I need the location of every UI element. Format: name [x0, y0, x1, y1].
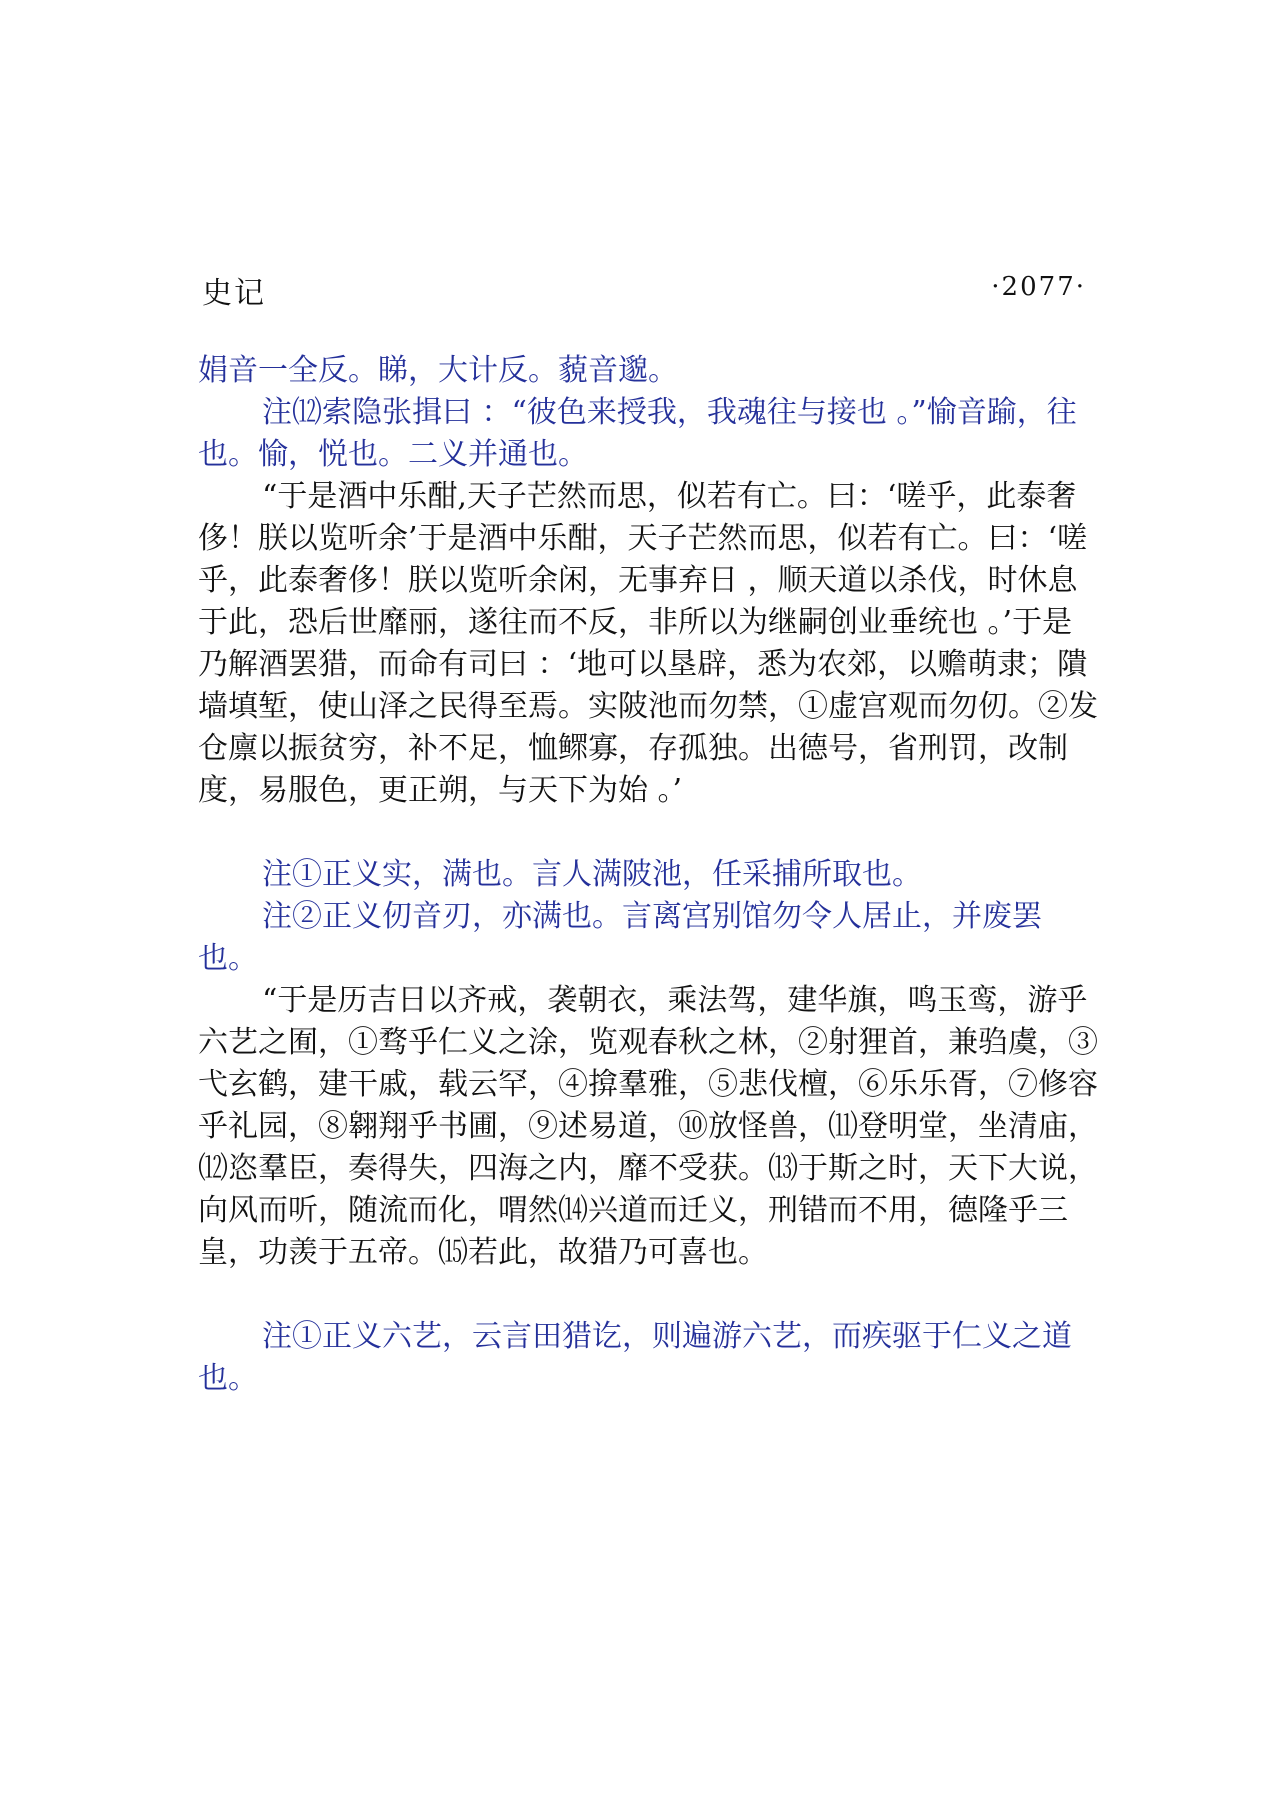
- annotation-paragraph: 注②正义仞音刃，亦满也。言离宫别馆勿令人居止，并废罢也。: [198, 899, 1042, 976]
- paragraph-gap: [198, 1274, 1098, 1316]
- annotation-paragraph: 注①正义实，满也。言人满陂池，任采捕所取也。: [262, 857, 922, 892]
- page-number: ·2077·: [991, 272, 1086, 302]
- annotation-paragraph: 娟音一全反。睇，大计反。藐音邈。: [198, 353, 678, 388]
- main-text-paragraph: “于是酒中乐酣,天子芒然而思，似若有亡。曰：‘嗟乎，此泰奢侈！朕以览听余’于是酒中乐酣，天子芒然而思，似若有亡。曰：‘嗟乎，此泰奢侈！朕以览听余闲，无事弃日 ，顺天道以杀伐，时休息于此，恐后世靡丽，遂往而不反，非所以为继嗣创业垂统也 。’于是乃解酒罢猎，而命有司曰 ：‘地可以垦辟，悉为农郊，以赡萌隶；隤墙填堑，使山泽之民得至焉。实陂池而勿禁，①虚宫观而勿仞。②发仓廪以振贫穷，补不足，恤鳏寡，存孤独。出德号，省刑罚，改制度，易服色，更正朔，与天下为始 。’: [198, 479, 1098, 808]
- annotation-paragraph: 注①正义六艺，云言田猎讫，则遍游六艺，而疾驱于仁义之道也。: [198, 1319, 1072, 1396]
- annotation-paragraph: 注⑿索隐张揖曰 ：“彼色来授我，我魂往与接也 。”愉音踰，往也。愉，悦也。二义并通也。: [198, 395, 1077, 472]
- main-text-paragraph: “于是历吉日以齐戒，袭朝衣，乘法驾，建华旗，鸣玉鸾，游乎六艺之囿，①骛乎仁义之涂，览观春秋之林，②射狸首，兼驺虞，③弋玄鹤，建干戚，载云罕，④揜羣雅，⑤悲伐檀，⑥乐乐胥，⑦修容乎礼园，⑧翱翔乎书圃，⑨述易道，⑩放怪兽，⑾登明堂，坐清庙，⑿恣羣臣，奏得失，四海之内，靡不受获。⒀于斯之时，天下大说，向风而听，随流而化，喟然⒁兴道而迁义，刑错而不用，德隆乎三皇，功羡于五帝。⒂若此，故猎乃可喜也。: [198, 983, 1098, 1270]
- paragraph-gap: [198, 812, 1098, 854]
- book-title: 史记: [202, 276, 266, 311]
- text-body: [198, 350, 1098, 1400]
